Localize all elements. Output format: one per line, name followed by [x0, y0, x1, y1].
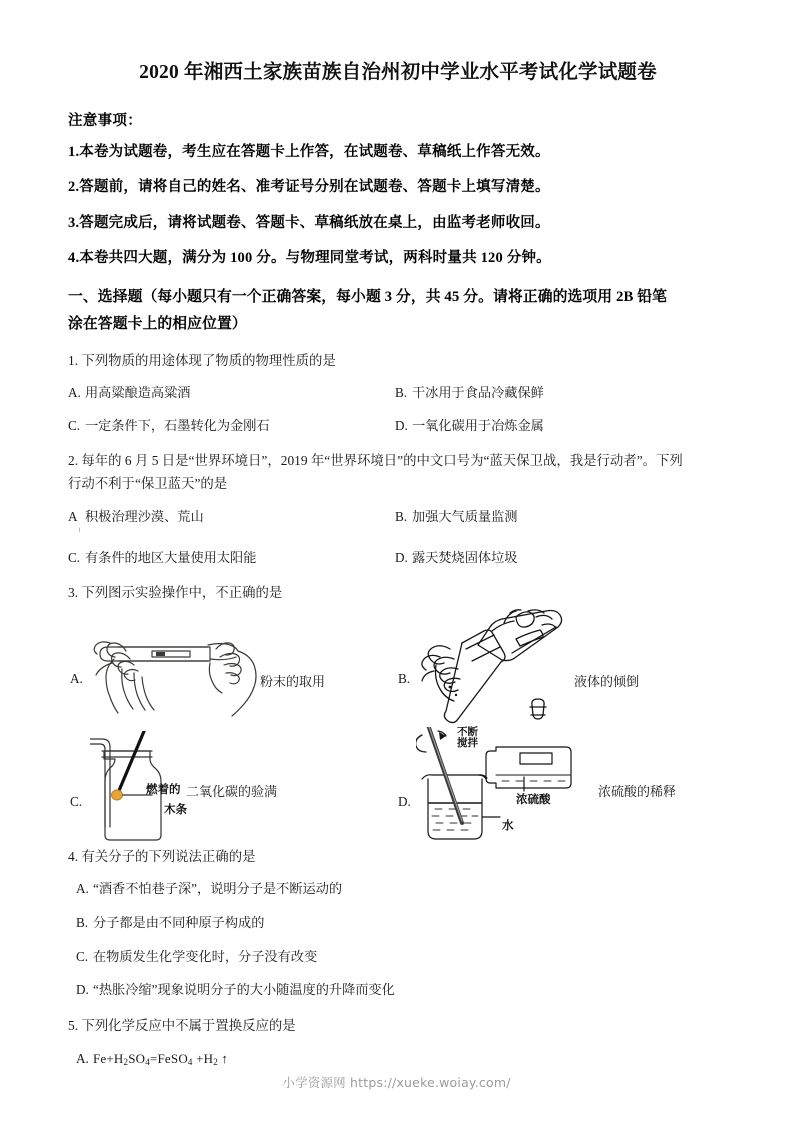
option-letter: C. [68, 417, 81, 433]
option-text: 分子都是由不同种原子构成的 [93, 914, 265, 930]
question-1-options [68, 383, 728, 436]
question-1-option-c[interactable] [68, 416, 395, 436]
question-2-option-c[interactable] [68, 548, 395, 568]
question-3-option-d-letter[interactable]: D. [398, 793, 411, 809]
question-5-stem [68, 1014, 728, 1037]
question-1-option-a[interactable] [68, 383, 395, 403]
question-1-option-b[interactable] [395, 383, 728, 403]
chemical-equation: $Fe+H_2SO_4=FeSO_4 +H_2$ ↑ [93, 1050, 229, 1067]
question-3-option-d-inner-label-3: 水 [502, 819, 514, 832]
option-letter: A. [76, 1050, 89, 1066]
question-2-option-d[interactable] [395, 548, 728, 568]
question-3-option-c-caption: 二氧化碳的验满 [186, 783, 278, 799]
option-text: 在物质发生化学变化时，分子没有改变 [93, 948, 318, 964]
notice-heading: 注意事项： [68, 113, 142, 130]
question-1 [68, 349, 728, 436]
option-letter: C. [76, 948, 89, 964]
question-2-options [68, 507, 728, 569]
stir-label-line1: 不断 [457, 725, 478, 738]
stir-label-line2: 搅拌 [457, 737, 478, 750]
question-3-option-c-letter[interactable]: C. [70, 793, 83, 809]
question-3-option-b-caption: 液体的倾倒 [574, 673, 640, 689]
site-watermark: 小学资源网 https://xueke.woiay.com/ [282, 1075, 511, 1090]
question-5-options [68, 1049, 728, 1070]
page-title: 2020 年湘西土家族苗族自治州初中学业水平考试化学试题卷 [139, 62, 657, 83]
question-3-stem-text: 下列图示实验操作中，不正确的是 [81, 585, 283, 601]
question-2-stem-text-1: 每年的 6 月 5 日是“世界环境日”，2019 年“世界环境日”的中文口号为“蓝天保卫战，我是行动者”。下列 [81, 452, 683, 468]
question-1-stem-text: 下列物质的用途体现了物质的物理性质的是 [81, 352, 336, 368]
question-4-option-c[interactable] [68, 947, 728, 967]
question-3-option-b-letter[interactable]: B. [398, 670, 411, 686]
question-1-stem [68, 349, 728, 372]
question-4-stem [68, 845, 728, 868]
option-letter: D. [76, 982, 89, 998]
question-3-option-c-inner-label-1: 燃着的 [146, 783, 181, 796]
option-text: 一定条件下，石墨转化为金刚石 [85, 417, 270, 433]
option-text: “热胀冷缩”现象说明分子的大小随温度的升降而变化 [93, 982, 395, 998]
page-content [68, 60, 728, 1083]
question-1-option-row-2 [68, 416, 728, 436]
question-3-option-d-inner-label-2: 浓硫酸 [516, 793, 551, 806]
notice-item-4: 4.本卷共四大题，满分为 100 分。与物理同堂考试，两科时量共 120 分钟。 [68, 249, 551, 266]
option-letter: A. [68, 385, 81, 401]
option-letter: A. [76, 881, 89, 897]
notice-item-1: 1.本卷为试题卷，考生应在答题卡上作答，在试题卷、草稿纸上作答无效。 [68, 144, 550, 161]
option-letter: B. [76, 914, 89, 930]
question-1-number: 1. [68, 352, 79, 368]
question-2-option-a[interactable] [68, 507, 395, 534]
question-1-option-d[interactable] [395, 416, 728, 436]
question-2-stem-line1 [68, 449, 728, 472]
question-5 [68, 1014, 728, 1069]
option-text: 积极治理沙漠、荒山 [85, 508, 204, 524]
question-4 [68, 845, 728, 1001]
question-5-option-a[interactable] [68, 1049, 728, 1070]
option-text: “酒香不怕巷子深”，说明分子是不断运动的 [93, 881, 343, 897]
option-text: 加强大气质量监测 [412, 508, 518, 524]
question-5-number: 5. [68, 1018, 79, 1034]
option-text: 用高粱酿造高粱酒 [85, 385, 191, 401]
question-3-option-c-inner-label-2: 木条 [164, 803, 187, 816]
question-4-number: 4. [68, 848, 79, 864]
question-4-option-d[interactable] [68, 980, 728, 1000]
option-text: 露天焚烧固体垃圾 [412, 550, 518, 566]
question-3-option-d-inner-label-1 [457, 727, 478, 751]
option-text: 干冰用于食品冷藏保鲜 [412, 385, 544, 401]
question-2-stem [68, 449, 728, 496]
question-2-option-row-2 [68, 548, 728, 568]
scan-artifact-mark: । [78, 525, 81, 534]
option-text: 一氧化碳用于冶炼金属 [412, 417, 544, 433]
question-5-stem-text: 下列化学反应中不属于置换反应的是 [81, 1018, 296, 1034]
pouring-liquid-bottle-icon [420, 609, 590, 727]
question-3-number: 3. [68, 585, 79, 601]
section-one-heading-line2: 涂在答题卡上的相应位置） [68, 316, 247, 333]
option-letter: A [68, 508, 78, 524]
option-letter: D. [395, 417, 408, 433]
option-letter: B. [395, 508, 408, 524]
question-3 [68, 581, 728, 840]
question-3-figures [68, 609, 728, 841]
hands-test-tube-powder-icon [90, 629, 280, 734]
question-4-stem-text: 有关分子的下列说法正确的是 [81, 848, 256, 864]
question-3-option-a-caption: 粉末的取用 [260, 673, 326, 689]
question-2-option-b[interactable] [395, 507, 728, 527]
notice-block [68, 109, 728, 267]
question-2 [68, 449, 728, 569]
question-3-stem [68, 581, 728, 604]
notice-item-2: 2.答题前，请将自己的姓名、准考证号分别在试题卷、答题卡上填写清楚。 [68, 179, 550, 196]
question-3-option-a-letter[interactable]: A. [70, 670, 83, 686]
question-4-option-a[interactable] [68, 879, 728, 899]
section-one-heading-line1: 一、选择题（每小题只有一个正确答案，每小题 3 分，共 45 分。请将正确的选项用 2B 铅笔 [68, 288, 668, 305]
notice-item-3: 3.答题完成后，请将试题卷、答题卡、草稿纸放在桌上，由监考老师收回。 [68, 214, 550, 231]
option-letter: B. [395, 385, 408, 401]
question-2-stem-line2: 行动不利于“保卫蓝天”的是 [68, 476, 228, 492]
question-4-options [68, 879, 728, 1000]
question-3-option-d-caption: 浓硫酸的稀释 [598, 783, 677, 799]
option-text: 有条件的地区大量使用太阳能 [85, 550, 257, 566]
option-letter: D. [395, 550, 408, 566]
question-2-option-row-1 [68, 507, 728, 534]
section-one-heading [68, 284, 728, 339]
question-4-option-b[interactable] [68, 913, 728, 933]
option-letter: C. [68, 550, 81, 566]
question-1-option-row-1 [68, 383, 728, 403]
question-2-number: 2. [68, 452, 79, 468]
